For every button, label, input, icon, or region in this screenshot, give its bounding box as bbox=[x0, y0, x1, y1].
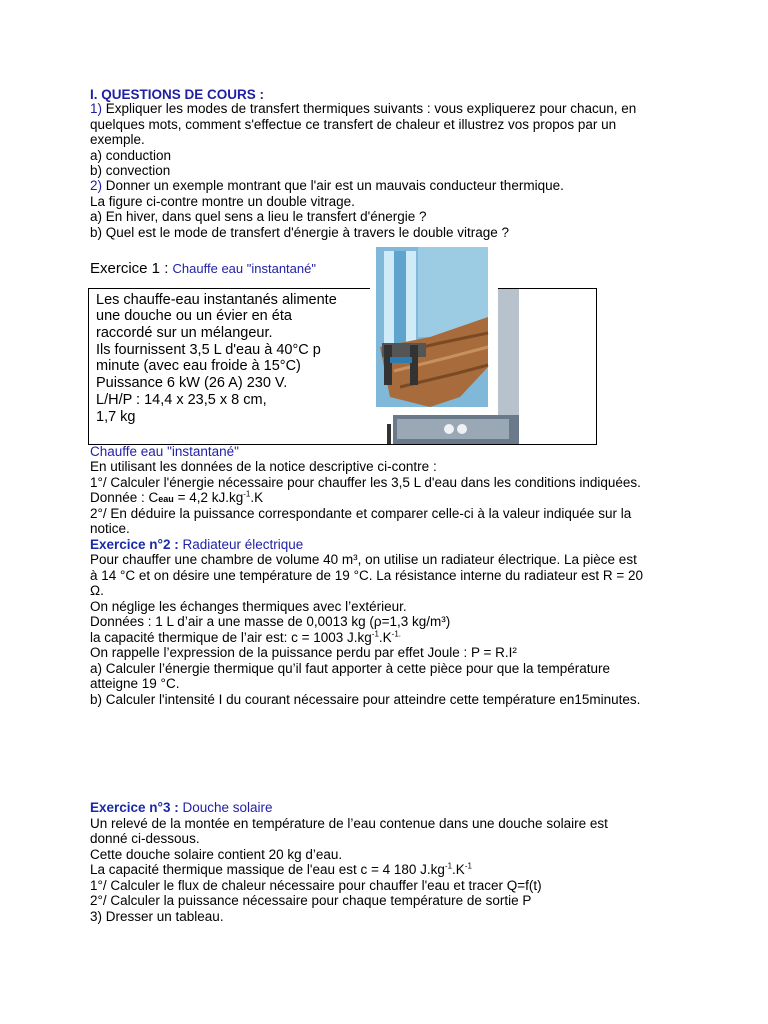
ex1-box-line-2: une douche ou un évier en éta bbox=[96, 308, 292, 324]
ex1-donnee-end: .K bbox=[250, 490, 264, 505]
ex1-donnee-sup: -1 bbox=[243, 489, 251, 499]
ex2-label: Exercice n°2 : bbox=[90, 537, 183, 552]
double-glazing-image bbox=[370, 247, 498, 415]
ex1-intro: En utilisant les données de la notice descriptive ci-contre : bbox=[90, 459, 437, 474]
ex1-donnee-sub: eau bbox=[158, 494, 174, 504]
ex3-line-3: Cette douche solaire contient 20 kg d’eau. bbox=[90, 847, 343, 862]
ex1-box-line-3: raccordé sur un mélangeur. bbox=[96, 325, 273, 341]
section1-q1-text: Expliquer les modes de transfert thermiques suivants : vous expliquerez pour chacun, en bbox=[102, 101, 637, 116]
ex2-line-1: Pour chauffer une chambre de volume 40 m³, on utilise un radiateur électrique. La pièce est bbox=[90, 552, 637, 567]
ex1-caption: Chauffe eau "instantané" bbox=[90, 444, 239, 459]
ex2-line-6-mid: .K bbox=[378, 630, 392, 645]
ex1-q1: 1°/ Calculer l'énergie nécessaire pour chauffer les 3,5 L d'eau dans les conditions indiquées. bbox=[90, 475, 641, 490]
section1-q2 bbox=[90, 178, 564, 193]
ex2-line-6-pre: la capacité thermique de l’air est: c = 1003 J.kg bbox=[90, 630, 372, 645]
ex3-title: Douche solaire bbox=[182, 800, 273, 815]
ex3-line-7: 3) Dresser un tableau. bbox=[90, 909, 224, 924]
section1-q1-line3: exemple. bbox=[90, 132, 145, 147]
section1-qa: a) En hiver, dans quel sens a lieu le transfert d'énergie ? bbox=[90, 209, 427, 224]
ex3-line-4 bbox=[90, 862, 472, 877]
section1-q1-line2: quelques mots, comment s'effectue ce transfert de chaleur et illustrez vos propos par un bbox=[90, 117, 617, 132]
section1-qb: b) Quel est le mode de transfert d'énergie à travers le double vitrage ? bbox=[90, 225, 510, 240]
ex1-box-line-1: Les chauffe-eau instantanés alimente bbox=[96, 292, 337, 308]
ex1-label: Exercice 1 : bbox=[90, 260, 173, 277]
ex2-line-2: à 14 °C et on désire une température de 19 °C. La résistance interne du radiateur est R = 20 bbox=[90, 568, 643, 583]
ex2-line-9: atteigne 19 °C. bbox=[90, 676, 180, 691]
ex3-line-4-sup1: -1 bbox=[444, 861, 453, 871]
ex1-box-line-4: Ils fournissent 3,5 L d'eau à 40°C p bbox=[96, 342, 321, 358]
ex1-box-line-5: minute (avec eau froide à 15°C) bbox=[96, 358, 301, 374]
section1-q1-line1 bbox=[90, 101, 636, 116]
ex3-line-4-pre: La capacité thermique massique de l'eau est c = 4 180 J.kg bbox=[90, 862, 445, 877]
ex1-q2-line2: notice. bbox=[90, 521, 130, 536]
ex2-line-6-sup1: -1 bbox=[371, 629, 379, 639]
ex2-heading bbox=[90, 537, 303, 552]
ex2-line-5: Données : 1 L d’air a une masse de 0,0013 kg (ρ=1,3 kg/m³) bbox=[90, 614, 451, 629]
ex3-label: Exercice n°3 : bbox=[90, 800, 183, 815]
ex3-line-2: donné ci-dessous. bbox=[90, 831, 200, 846]
section1-q1-num: 1) bbox=[90, 101, 103, 116]
ex3-heading bbox=[90, 800, 273, 815]
ex3-line-5: 1°/ Calculer le flux de chaleur nécessaire pour chauffer l'eau et tracer Q=f(t) bbox=[90, 878, 542, 893]
ex1-title: Chauffe eau "instantané" bbox=[172, 261, 316, 276]
ex1-donnee-pre: Donnée : C bbox=[90, 490, 159, 505]
ex2-line-8: a) Calculer l’énergie thermique qu’il faut apporter à cette pièce pour que la température bbox=[90, 661, 611, 676]
ex1-heading bbox=[90, 260, 316, 277]
section1-b: b) convection bbox=[90, 163, 171, 178]
ex2-line-6-sup2: -1. bbox=[391, 629, 402, 639]
ex3-line-4-sup2: -1 bbox=[464, 861, 472, 871]
ex2-line-4: On néglige les échanges thermiques avec l’extérieur. bbox=[90, 599, 407, 614]
ex3-line-6: 2°/ Calculer la puissance nécessaire pour chaque température de sortie P bbox=[90, 893, 532, 908]
ex1-donnee-mid: = 4,2 kJ.kg bbox=[173, 490, 244, 505]
section1-q2-num: 2) bbox=[90, 178, 103, 193]
ex1-box-line-8: 1,7 kg bbox=[96, 409, 136, 425]
ex1-donnee bbox=[90, 490, 263, 507]
ex1-box-line-6: Puissance 6 kW (26 A) 230 V. bbox=[96, 375, 288, 391]
ex2-line-6 bbox=[90, 630, 401, 645]
ex1-q2-line1: 2°/ En déduire la puissance correspondante et comparer celle-ci à la valeur indiquée sur la bbox=[90, 506, 632, 521]
section1-title: I. QUESTIONS DE COURS : bbox=[90, 87, 265, 102]
section1-q2-text: Donner un exemple montrant que l'air est un mauvais conducteur thermique. bbox=[102, 178, 564, 193]
ex2-line-10: b) Calculer l'intensité I du courant nécessaire pour atteindre cette température en15minutes. bbox=[90, 692, 641, 707]
ex1-box-line-7: L/H/P : 14,4 x 23,5 x 8 cm, bbox=[96, 392, 267, 408]
ex2-title: Radiateur électrique bbox=[182, 537, 304, 552]
ex3-line-4-mid: .K bbox=[452, 862, 465, 877]
ex3-line-1: Un relevé de la montée en température de l’eau contenue dans une douche solaire est bbox=[90, 816, 608, 831]
ex2-line-3: Ω. bbox=[90, 583, 104, 598]
section1-a: a) conduction bbox=[90, 148, 172, 163]
section1-fig: La figure ci-contre montre un double vitrage. bbox=[90, 194, 355, 209]
ex2-line-7: On rappelle l’expression de la puissance perdu par effet Joule : P = R.I² bbox=[90, 645, 517, 660]
